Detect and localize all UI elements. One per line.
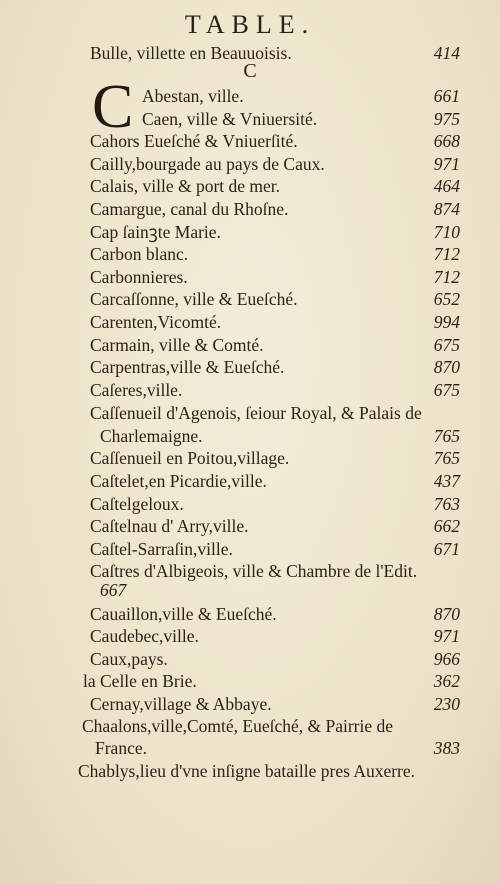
entry-name: Carmain, ville & Comté. <box>90 334 264 355</box>
entry-page: 671 <box>433 539 460 560</box>
index-entry <box>90 493 460 515</box>
entry-name: Cailly,bourgade au pays de Caux. <box>90 153 325 174</box>
entry-page: 464 <box>433 176 460 197</box>
entry-page: 765 <box>433 448 460 468</box>
entry-name: Caen, ville & Vniuersité. <box>142 108 318 129</box>
entry-page: 870 <box>433 357 460 378</box>
entry-page: 874 <box>433 199 460 219</box>
index-entry <box>90 85 460 107</box>
entry-name: Abestan, ville. <box>142 86 244 106</box>
entry-page: 414 <box>433 43 460 63</box>
entry-page: 994 <box>433 312 460 332</box>
entry-page: 712 <box>433 266 460 287</box>
entry-name: Cauaillon,ville & Eueſché. <box>90 604 277 624</box>
index-entry <box>83 670 460 692</box>
index-entry <box>90 108 460 130</box>
entry-name: Carpentras,ville & Eueſché. <box>90 357 285 378</box>
index-entry <box>90 425 460 447</box>
entry-name: la Celle en Brie. <box>83 671 197 692</box>
entry-name: Camargue, canal du Rhoſne. <box>90 199 289 219</box>
section-letter: C <box>243 60 257 82</box>
entry-name: Caux,pays. <box>90 648 168 669</box>
index-entry <box>90 266 460 288</box>
entry-page: 712 <box>433 244 460 265</box>
index-entry <box>90 334 460 356</box>
entry-name: Caſtel-Sarraſin,ville. <box>90 539 233 560</box>
entry-page: 971 <box>433 626 460 647</box>
entry-page: 765 <box>433 426 460 446</box>
entry-page: 971 <box>433 153 460 174</box>
entry-page: 667 <box>100 580 127 600</box>
index-entry <box>90 243 460 265</box>
entry-name: Cahors Eueſché & Vniuerſité. <box>90 131 298 152</box>
entry-name: Cap ſainꝫte Marie. <box>90 221 221 242</box>
entry-page: 383 <box>433 738 460 758</box>
index-entry <box>90 288 460 310</box>
index-entry <box>90 470 460 492</box>
index-entry <box>90 603 460 625</box>
entry-page: 362 <box>433 671 460 692</box>
index-entry <box>90 648 460 670</box>
entry-page: 975 <box>433 108 460 129</box>
entry-name: Caſſenueil en Poitou,village. <box>90 448 290 468</box>
index-entry <box>90 198 460 220</box>
entry-name: Cernay,village & Abbaye. <box>90 693 272 714</box>
index-entry <box>90 379 460 401</box>
index-entry <box>90 175 460 197</box>
drop-cap: C <box>92 73 134 141</box>
entry-name: Calais, ville & port de mer. <box>90 176 281 197</box>
entry-name-line1: Caſtres d'Albigeois, ville & Chambre de l'Edit. <box>90 561 418 581</box>
entry-name: Caſtelgeloux. <box>90 493 184 514</box>
index-entry <box>90 130 460 152</box>
entry-page: 437 <box>433 470 460 491</box>
index-entry <box>90 221 460 243</box>
index-entry <box>90 311 460 333</box>
entry-name-line2: France. <box>95 738 147 758</box>
index-entry <box>90 538 460 560</box>
entry-name-line1: Chaalons,ville,Comté, Eueſché, & Pairrie de <box>82 716 394 736</box>
entry-name: Carcaſſonne, ville & Eueſché. <box>90 289 298 310</box>
entry-page: 668 <box>433 131 460 152</box>
index-entry <box>90 693 460 715</box>
entry-name-line2: Charlemaigne. <box>100 426 203 446</box>
entry-page: 230 <box>433 693 460 714</box>
entry-name: Caudebec,ville. <box>90 626 199 647</box>
entry-name: Caſtelnau d' Arry,ville. <box>90 516 249 537</box>
entry-name: Caſtelet,en Picardie,ville. <box>90 470 267 491</box>
entry-name: Bulle, villette en Beauuoisis. <box>90 43 292 63</box>
entry-name: Carenten,Vicomté. <box>90 312 222 332</box>
index-entry <box>90 737 460 759</box>
index-entry <box>90 153 460 175</box>
entry-page: 675 <box>433 379 460 400</box>
entry-name-line1: Caſſenueil d'Agenois, ſeiour Royal, & Palais de <box>90 403 422 423</box>
entry-page: 763 <box>433 493 460 514</box>
entry-name: Chablys,lieu d'vne inſigne bataille pres Auxerre. <box>78 761 416 781</box>
index-entry <box>90 625 460 647</box>
entry-page: 661 <box>433 86 460 106</box>
entry-page: 675 <box>433 334 460 355</box>
index-entry <box>90 356 460 378</box>
entry-name: Carbon blanc. <box>90 244 189 265</box>
entry-page: 966 <box>433 648 460 669</box>
entry-page: 652 <box>433 289 460 310</box>
entry-page: 870 <box>433 604 460 624</box>
page-header: TABLE. <box>184 10 316 39</box>
entry-name: Carbonnieres. <box>90 266 188 287</box>
index-entry <box>90 447 460 469</box>
entry-page: 710 <box>433 221 460 242</box>
entry-name: Caſeres,ville. <box>90 379 183 400</box>
entry-page: 662 <box>433 516 460 537</box>
index-entry <box>90 515 460 537</box>
